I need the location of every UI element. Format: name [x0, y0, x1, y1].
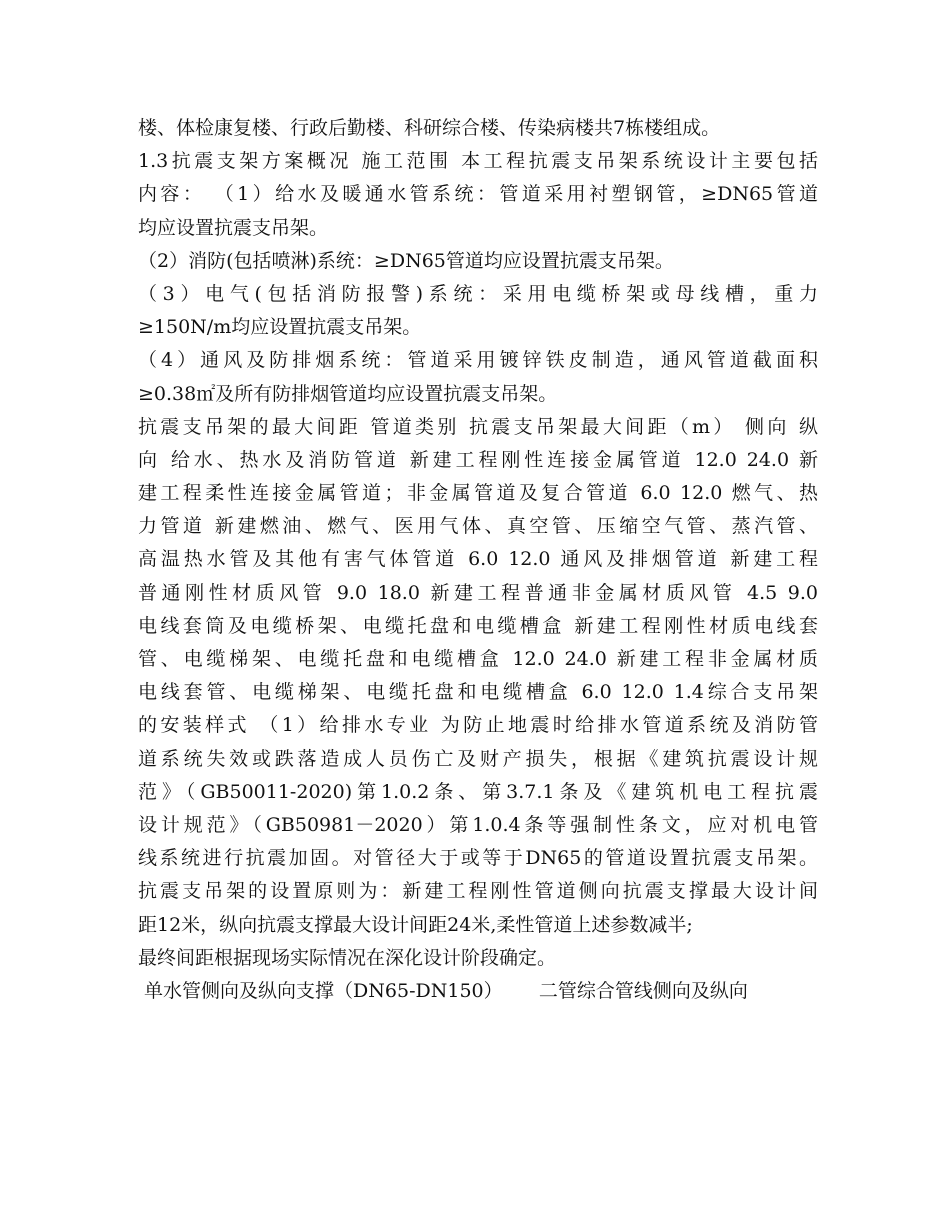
- text-line: （2）消防(包括喷淋)系统：≥DN65管道均应设置抗震支吊架。: [138, 249, 674, 272]
- text-line: （3）电气(包括消防报警)系统：采用电缆桥架或母线槽，重力: [138, 282, 818, 305]
- text-line: 线系统进行抗震加固。对管径大于或等于DN65的管道设置抗震支吊架。: [138, 847, 818, 870]
- text-line: 抗震支吊架的最大间距 管道类别 抗震支吊架最大间距（m） 侧向 纵: [138, 415, 818, 438]
- text-line: 电线套筒及电缆桥架、电缆托盘和电缆槽盒 新建工程刚性材质电线套: [138, 614, 818, 637]
- text-line: 电线套管、电缆梯架、电缆托盘和电缆槽盒 6.0 12.0 1.4综合支吊架: [138, 681, 818, 704]
- text-line: 范》（GB50011-2020)第1.0.2条、第3.7.1条及《建筑机电工程抗震: [138, 780, 818, 803]
- text-line: 楼、体检康复楼、行政后勤楼、科研综合楼、传染病楼共7栋楼组成。: [138, 117, 721, 139]
- text-line: 最终间距根据现场实际情况在深化设计阶段确定。: [138, 946, 557, 969]
- text-line: 均应设置抗震支吊架。: [138, 216, 329, 239]
- text-line: 高温热水管及其他有害气体管道 6.0 12.0 通风及排烟管道 新建工程: [138, 548, 818, 571]
- text-line: 管、电缆梯架、电缆托盘和电缆槽盒 12.0 24.0 新建工程非金属材质: [138, 648, 818, 670]
- body-text: [138, 112, 818, 1008]
- text-line: ≥0.38㎡及所有防排烟管道均应设置抗震支吊架。: [138, 382, 558, 405]
- text-line: 力管道 新建燃油、燃气、医用气体、真空管、压缩空气管、蒸汽管、: [138, 515, 818, 538]
- text-line: 抗震支吊架的设置原则为：新建工程刚性管道侧向抗震支撑最大设计间: [138, 880, 818, 903]
- text-line: 道系统失效或跌落造成人员伤亡及财产损失，根据《建筑抗震设计规: [138, 747, 818, 770]
- text-line: （4）通风及防排烟系统：管道采用镀锌铁皮制造，通风管道截面积: [138, 349, 818, 372]
- text-line: 的安装样式 （1）给排水专业 为防止地震时给排水管道系统及消防管: [138, 714, 818, 737]
- text-line: 距12米，纵向抗震支撑最大设计间距24米,柔性管道上述参数减半;: [138, 913, 693, 936]
- text-line: ≥150N/m均应设置抗震支吊架。: [138, 316, 422, 339]
- text-line: 向 给水、热水及消防管道 新建工程刚性连接金属管道 12.0 24.0 新: [138, 448, 818, 471]
- text-line: 设计规范》（GB50981－2020）第1.0.4条等强制性条文，应对机电管: [138, 813, 818, 836]
- text-line: 单水管侧向及纵向支撑（DN65-DN150） 二管综合管线侧向及纵向: [138, 979, 748, 1002]
- text-line: 1.3抗震支架方案概况 施工范围 本工程抗震支吊架系统设计主要包括: [138, 150, 818, 173]
- text-line: 建工程柔性连接金属管道；非金属管道及复合管道 6.0 12.0 燃气、热: [138, 482, 818, 505]
- text-line: 内容： （1）给水及暖通水管系统：管道采用衬塑钢管，≥DN65管道: [138, 183, 818, 206]
- text-line: 普通刚性材质风管 9.0 18.0 新建工程普通非金属材质风管 4.5 9.0: [138, 581, 818, 604]
